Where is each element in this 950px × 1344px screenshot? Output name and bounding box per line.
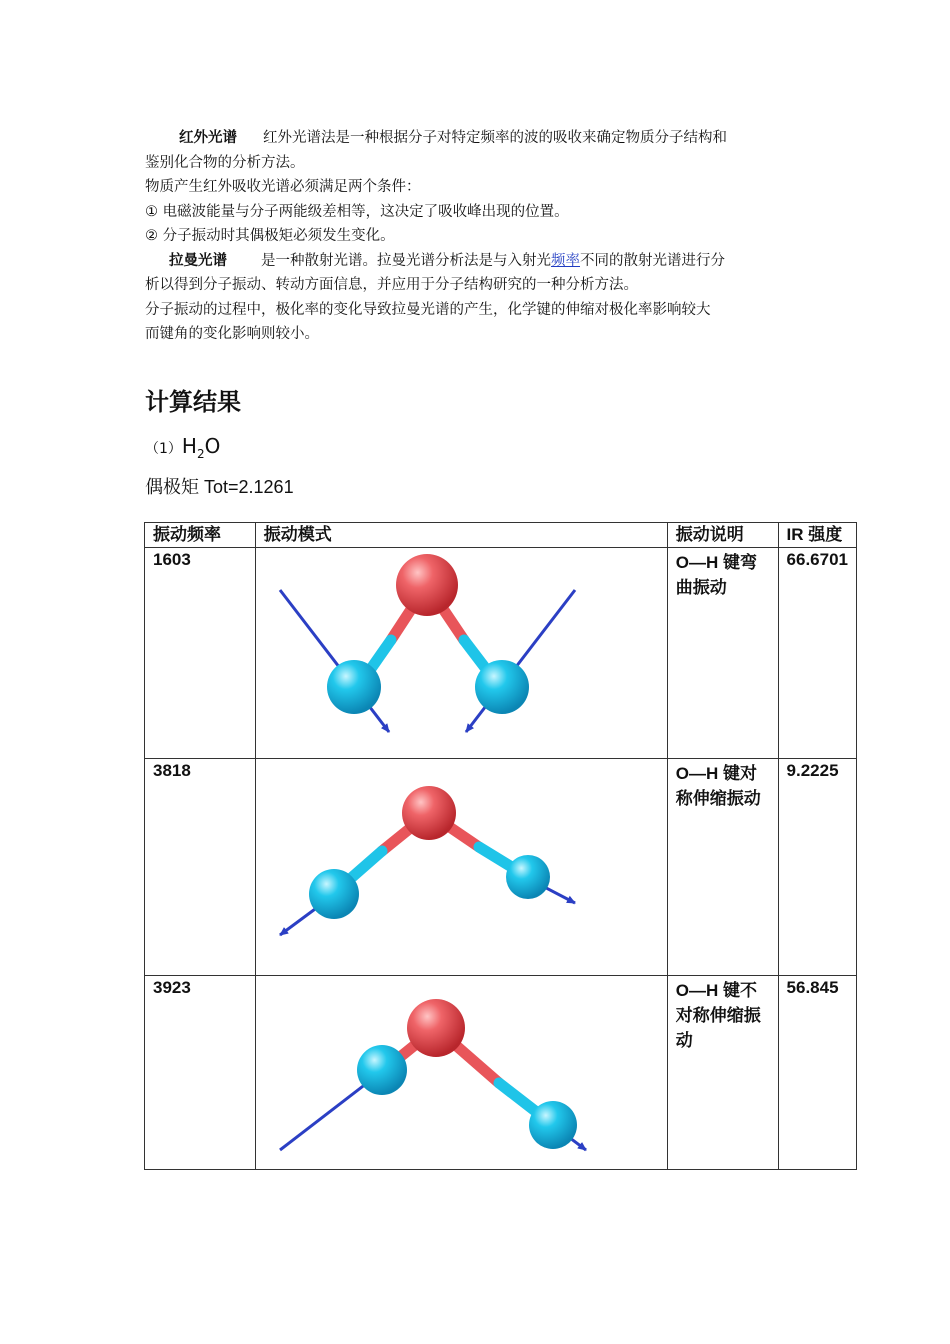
mode-cell [255, 759, 667, 976]
hydrogen-atom [357, 1045, 407, 1095]
subheading-h: H [181, 434, 197, 458]
description-cell: O—H 键对称伸缩振动 [667, 759, 778, 976]
table-header-row [145, 523, 857, 548]
molecule-subheading [145, 434, 220, 461]
intro-section [145, 126, 815, 347]
hydrogen-atom [529, 1101, 577, 1149]
mode-cell [255, 548, 667, 759]
subheading-o: O [204, 434, 221, 458]
header-ir-intensity: IR 强度 [778, 523, 856, 548]
symmetric-stretch-diagram [264, 761, 659, 973]
asymmetric-stretch-diagram [264, 978, 659, 1167]
frequency-cell: 3818 [145, 759, 256, 976]
table-row [145, 548, 857, 759]
hydrogen-atom [309, 869, 359, 919]
ir-text-line2: 鉴别化合物的分析方法。 [145, 154, 305, 171]
raman-text-line4: 而键角的变化影响则较小。 [145, 326, 319, 342]
oxygen-atom [407, 999, 465, 1057]
raman-paragraph-line [145, 249, 815, 274]
frequency-cell: 3923 [145, 976, 256, 1170]
raman-title: 拉曼光谱 [169, 252, 227, 269]
raman-text-1b: 不同的散射光谱进行分 [580, 252, 725, 269]
header-description: 振动说明 [667, 523, 778, 548]
frequency-link[interactable]: 频率 [551, 252, 580, 269]
subheading-prefix: （1） [145, 441, 182, 457]
table-row [145, 759, 857, 976]
condition-2: ② 分子振动时其偶极矩必须发生变化。 [145, 228, 395, 244]
ir-intensity-cell: 56.845 [778, 976, 856, 1170]
mode-cell [255, 976, 667, 1170]
bending-mode-diagram [264, 550, 659, 756]
dipole-moment: 偶极矩 Tot=2.1261 [145, 477, 294, 497]
header-frequency: 振动频率 [145, 523, 256, 548]
results-heading: 计算结果 [145, 388, 241, 416]
raman-text-line3: 分子振动的过程中，极化率的变化导致拉曼光谱的产生，化学键的伸缩对极化率影响较大 [145, 301, 711, 318]
table-row [145, 976, 857, 1170]
oxygen-atom [396, 554, 458, 616]
raman-text-1a: 是一种散射光谱。拉曼光谱分析法是与入射光 [261, 252, 551, 269]
ir-paragraph-line [145, 126, 815, 151]
hydrogen-atom [475, 660, 529, 714]
condition-1: ① 电磁波能量与分子两能级差相等，这决定了吸收峰出现的位置。 [145, 203, 569, 220]
ir-text-line1: 红外光谱法是一种根据分子对特定频率的波的吸收来确定物质分子结构和 [263, 130, 727, 146]
header-mode: 振动模式 [255, 523, 667, 548]
ir-intensity-cell: 9.2225 [778, 759, 856, 976]
hydrogen-atom [506, 855, 550, 899]
raman-text-line2: 析以得到分子振动、转动方面信息，并应用于分子结构研究的一种分析方法。 [145, 277, 638, 293]
oxygen-atom [402, 786, 456, 840]
ir-title: 红外光谱 [179, 130, 237, 146]
vibration-table [144, 522, 857, 1170]
frequency-cell: 1603 [145, 548, 256, 759]
description-cell: O—H 键弯曲振动 [667, 548, 778, 759]
subheading-subscript: 2 [196, 447, 205, 461]
hydrogen-atom [327, 660, 381, 714]
conditions-intro: 物质产生红外吸收光谱必须满足两个条件： [145, 179, 421, 195]
ir-intensity-cell: 66.6701 [778, 548, 856, 759]
description-cell: O—H 键不对称伸缩振动 [667, 976, 778, 1170]
